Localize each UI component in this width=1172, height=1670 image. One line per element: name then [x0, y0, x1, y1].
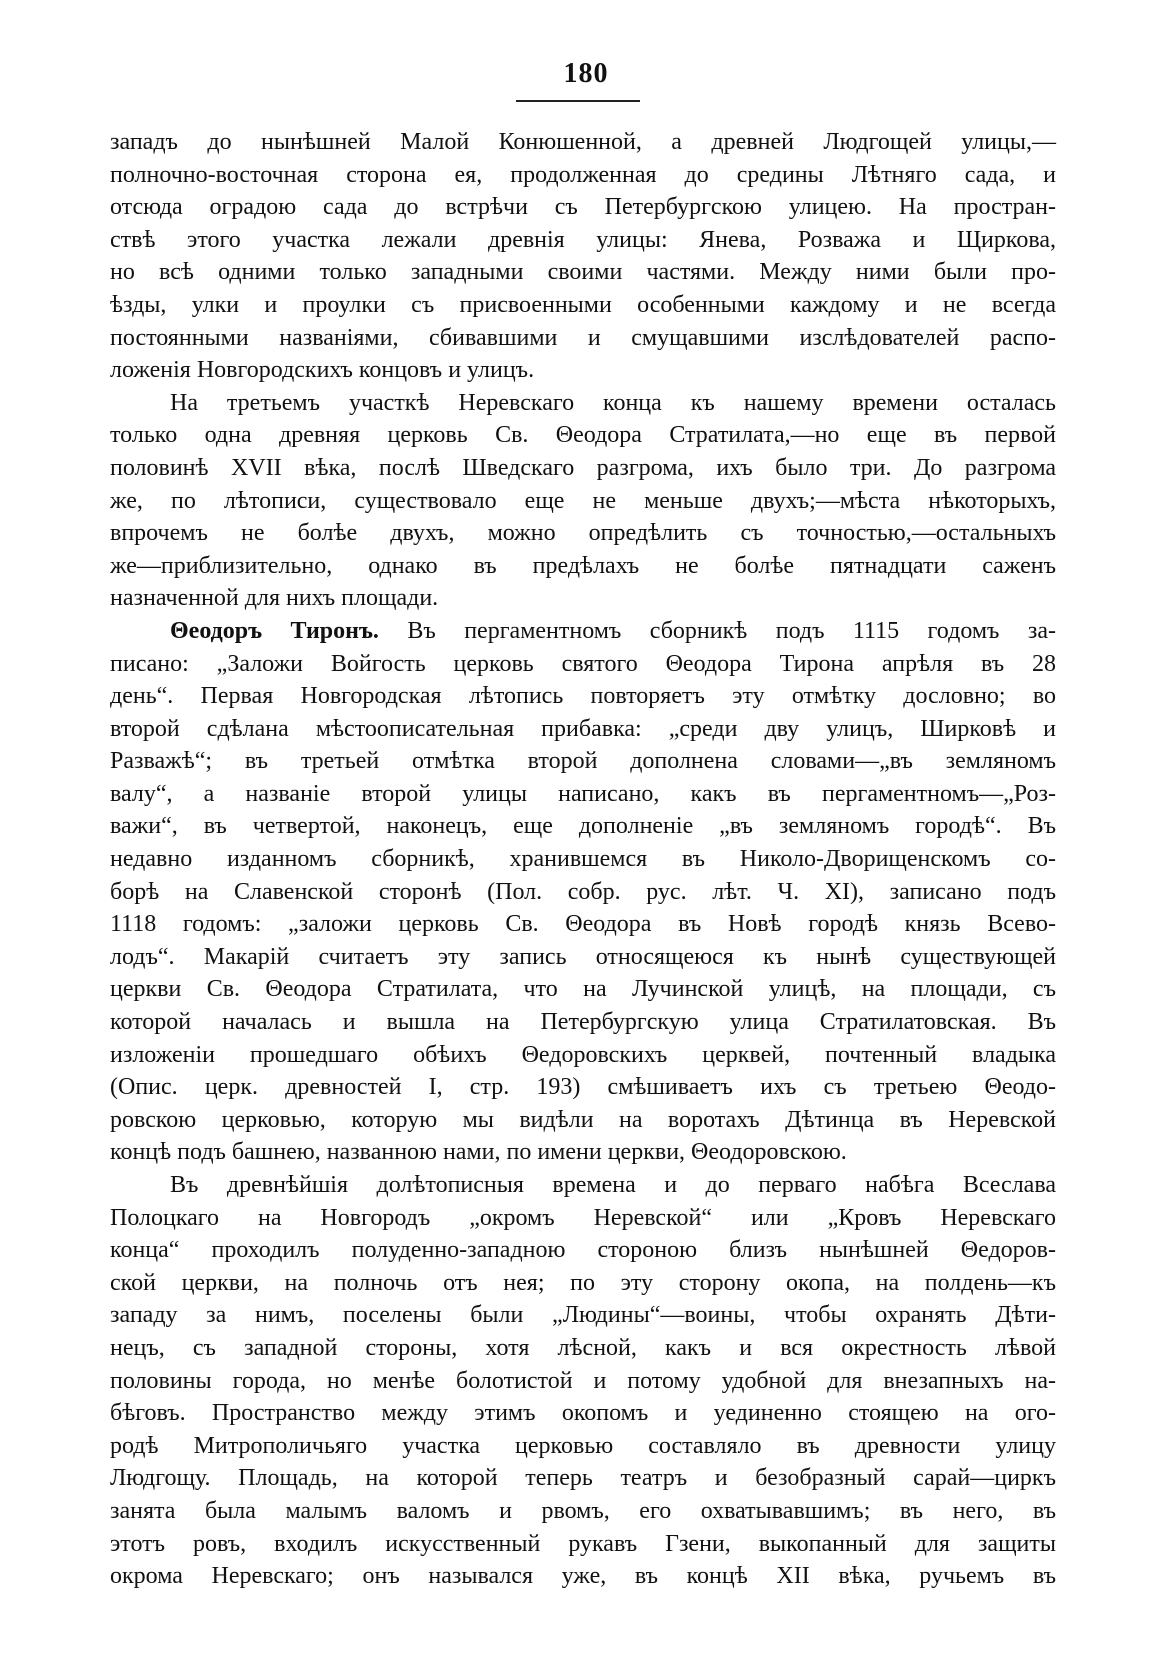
text-line: половины города, но менѣе болотистой и потому удобной для внезапныхъ на-	[110, 1367, 1056, 1394]
text-line: только одна древняя церковь Св. Θеодора Стратилата,—но еще въ первой	[110, 422, 1056, 449]
text-line: окрома Неревскаго; онъ назывался уже, въ концѣ XII вѣка, ручьемъ въ	[110, 1563, 1056, 1590]
text-line: концѣ подъ башнею, названною нами, по имени церкви, Θеодоровскою.	[110, 1139, 847, 1166]
text-line: изложеніи прошедшаго обѣихъ Θедоровскихъ церквей, почтенный владыка	[110, 1041, 1056, 1068]
text-line: валу“, а названіе второй улицы написано, какъ въ пергаментномъ—„Роз-	[110, 780, 1056, 807]
text-line: второй сдѣлана мѣстоописательная прибавка: „среди дву улицъ, Ширковѣ и	[110, 715, 1056, 742]
text-line: конца“ проходилъ полуденно-западною стороною близъ нынѣшней Θедоров-	[110, 1237, 1056, 1264]
text-line: нецъ, съ западной стороны, хотя лѣсной, какъ и вся окрестность лѣвой	[110, 1334, 1056, 1361]
text-line: отсюда оградою сада до встрѣчи съ Петербургскою улицею. На простран-	[110, 194, 1056, 221]
text-line: впрочемъ не болѣе двухъ, можно опредѣлить съ точностью,—остальныхъ	[110, 520, 1056, 547]
page-number: 180	[563, 58, 609, 89]
header-rule	[516, 100, 640, 102]
text-line: этотъ ровъ, входилъ искусственный рукавъ Гзени, выкопанный для защиты	[110, 1530, 1056, 1557]
text-line: 1118 годомъ: „заложи церковь Св. Θеодора въ Новѣ городѣ князь Всево-	[110, 911, 1056, 938]
text-line: ской церкви, на полночь отъ нея; по эту сторону окопа, на полдень—къ	[110, 1269, 1056, 1296]
text-line	[110, 615, 1056, 648]
text-line: западъ до нынѣшней Малой Конюшенной, а древней Людгощей улицы,—	[110, 129, 1056, 155]
paragraph	[110, 387, 1056, 615]
text-line: ровскою церковью, которую мы видѣли на воротахъ Дѣтинца въ Неревской	[110, 1106, 1056, 1133]
text-line: ѣзды, улки и проулки съ присвоенными особенными каждому и не всегда	[110, 291, 1056, 318]
text-line: (Опис. церк. древностей I, стр. 193) смѣшиваетъ ихъ съ третьею Θеодо-	[110, 1074, 1056, 1101]
text-line: день“. Первая Новгородская лѣтопись повторяетъ эту отмѣтку дословно; во	[110, 683, 1056, 710]
text-line: На третьемъ участкѣ Неревскаго конца къ нашему времени осталась	[170, 389, 1056, 416]
paragraph	[110, 126, 1056, 387]
text-line: занята была малымъ валомъ и рвомъ, его охватывавшимъ; въ него, въ	[110, 1497, 1056, 1524]
text-line: ложенія Новгородскихъ концовъ и улицъ.	[110, 357, 535, 384]
text-line: же—приблизительно, однако въ предѣлахъ не болѣе пятнадцати саженъ	[110, 552, 1056, 579]
text-line: лодъ“. Макарій считаетъ эту запись относящеюся къ нынѣ существующей	[110, 943, 1056, 970]
text-line: Полоцкаго на Новгородъ „окромъ Неревской“ или „Кровъ Неревскаго	[110, 1204, 1056, 1231]
text-line: Разважѣ“; въ третьей отмѣтка второй дополнена словами—„въ земляномъ	[110, 748, 1056, 775]
text-line: ствѣ этого участка лежали древнія улицы: Янева, Розважа и Щиркова,	[110, 226, 1056, 253]
text-line: западу за нимъ, поселены были „Людины“—воины, чтобы охранять Дѣти-	[110, 1302, 1056, 1329]
text-run: Въ пергаментномъ сборникѣ подъ 1115 годомъ за-	[378, 617, 1057, 644]
text-line: Людгощу. Площадь, на которой теперь театръ и безобразный сарай—циркъ	[110, 1465, 1056, 1492]
text-line: постоянными названіями, сбивавшими и смущавшими изслѣдователей распо-	[110, 324, 1056, 351]
text-line: которой началась и вышла на Петербургскую улица Стратилатовская. Въ	[110, 1009, 1056, 1036]
paragraph	[110, 1169, 1056, 1593]
text-line: же, по лѣтописи, существовало еще не меньше двухъ;—мѣста нѣкоторыхъ,	[110, 487, 1056, 514]
text-line: полночно-восточная сторона ея, продолженная до средины Лѣтняго сада, и	[110, 161, 1056, 188]
text-line: борѣ на Славенской сторонѣ (Пол. собр. рус. лѣт. Ч. XI), записано подъ	[110, 878, 1056, 905]
text-line: важи“, въ четвертой, наконецъ, еще дополненіе „въ земляномъ городѣ“. Въ	[110, 813, 1056, 840]
text-line: церкви Св. Θеодора Стратилата, что на Лучинской улицѣ, на площади, съ	[110, 976, 1056, 1003]
body-text	[110, 126, 1056, 1593]
text-line: писано: „Заложи Войгость церковь святого Θеодора Тирона апрѣля въ 28	[110, 650, 1056, 677]
text-line: недавно изданномъ сборникѣ, хранившемся въ Николо-Дворищенскомъ со-	[110, 846, 1056, 873]
text-line: родѣ Митрополичьяго участка церковью составляло въ древности улицу	[110, 1432, 1056, 1459]
paragraph	[110, 615, 1056, 1169]
text-line: но всѣ одними только западными своими частями. Между ними были про-	[110, 259, 1056, 286]
text-line: Въ древнѣйшія долѣтописныя времена и до перваго набѣга Всеслава	[170, 1172, 1056, 1198]
text-line: назначенной для нихъ площади.	[110, 585, 439, 612]
text-line: половинѣ XVII вѣка, послѣ Шведскаго разгрома, ихъ было три. До разгрома	[110, 454, 1056, 481]
text-line: бѣговъ. Пространство между этимъ окопомъ и уединенно стоящею на ого-	[110, 1400, 1056, 1427]
section-heading: Θеодоръ Тиронъ.	[170, 617, 379, 644]
